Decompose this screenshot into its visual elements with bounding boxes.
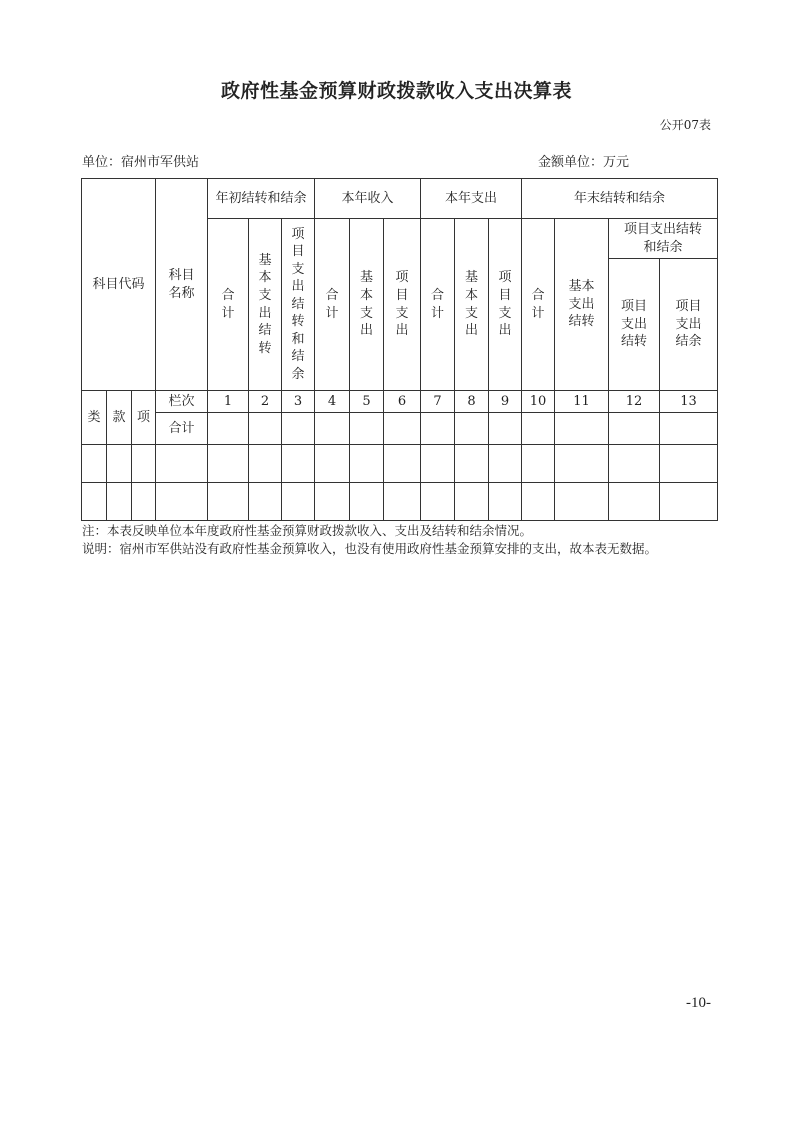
expense-total-header: 合计 [421,219,455,391]
column-number: 7 [421,391,455,413]
table-cell [132,483,156,521]
column-number: 11 [555,391,609,413]
closing-total-header: 合计 [522,219,555,391]
column-number: 13 [660,391,718,413]
table-cell [156,445,208,483]
table-cell [82,483,107,521]
expense-basic-header: 基本支出 [455,219,489,391]
table-cell [350,413,384,445]
column-number: 5 [350,391,384,413]
fund-budget-table [81,178,718,521]
table-cell [489,445,522,483]
table-cell [455,483,489,521]
table-cell [609,483,660,521]
expense-project-header: 项目支出 [489,219,522,391]
amount-unit-label: 金额单位：万元 [538,155,630,170]
table-row [82,483,718,521]
table-cell [350,483,384,521]
table-cell [315,413,350,445]
closing-balance-header: 年末结转和结余 [522,179,718,219]
item-header: 项 [132,391,156,445]
column-number: 9 [489,391,522,413]
table-cell [384,413,421,445]
column-number: 4 [315,391,350,413]
page-title: 政府性基金预算财政拨款收入支出决算表 [220,80,572,102]
table-cell [208,413,249,445]
table-cell [489,483,522,521]
table-cell [282,413,315,445]
column-no-label: 栏次 [156,391,208,413]
expense-header: 本年支出 [421,179,522,219]
table-cell [249,413,282,445]
table-cell [455,445,489,483]
income-header: 本年收入 [315,179,421,219]
project-carryover-header: 项目支出结转和结余 [609,219,718,259]
table-cell [315,445,350,483]
opening-basic-header: 基本支出结转 [249,219,282,391]
table-cell [384,445,421,483]
table-cell [107,483,132,521]
total-row-label: 合计 [156,413,208,445]
column-number: 10 [522,391,555,413]
opening-balance-header: 年初结转和结余 [208,179,315,219]
table-cell [107,445,132,483]
column-number: 3 [282,391,315,413]
table-cell [384,483,421,521]
table-cell [660,413,718,445]
column-number: 8 [455,391,489,413]
closing-basic-header: 基本支出结转 [555,219,609,391]
unit-label: 单位：宿州市军供站 [82,155,200,170]
table-cell [156,483,208,521]
page-number: -10- [686,995,711,1011]
table-cell [421,483,455,521]
table-cell [315,483,350,521]
table-cell [555,445,609,483]
income-basic-header: 基本支出 [350,219,384,391]
table-cell [522,413,555,445]
table-cell [555,413,609,445]
note-text: 注：本表反映单位本年度政府性基金预算财政拨款收入、支出及结转和结余情况。 [82,523,533,538]
table-cell [489,413,522,445]
table-cell [660,445,718,483]
opening-total-header: 合计 [208,219,249,391]
table-cell [609,445,660,483]
table-cell [249,445,282,483]
table-row [82,445,718,483]
table-cell [82,445,107,483]
table-cell [132,445,156,483]
income-total-header: 合计 [315,219,350,391]
table-cell [282,483,315,521]
table-cell [421,445,455,483]
form-code: 公开07表 [659,118,711,132]
table-cell [609,413,660,445]
column-number: 2 [249,391,282,413]
category-header: 类 [82,391,107,445]
table-cell [208,445,249,483]
table-cell [522,445,555,483]
income-project-header: 项目支出 [384,219,421,391]
table-cell [555,483,609,521]
subject-name-header: 科目名称 [156,179,208,391]
column-number: 12 [609,391,660,413]
section-header: 款 [107,391,132,445]
table-cell [350,445,384,483]
table-cell [421,413,455,445]
explanation-text: 说明：宿州市军供站没有政府性基金预算收入，也没有使用政府性基金预算安排的支出，故本表无数据。 [82,541,658,556]
column-number: 6 [384,391,421,413]
column-number-row [82,391,718,413]
table-cell [249,483,282,521]
table-cell [208,483,249,521]
table-cell [282,445,315,483]
closing-project-balance-header: 项目支出结余 [660,259,718,391]
header-row-1 [82,179,718,219]
table-cell [660,483,718,521]
subject-code-header: 科目代码 [82,179,156,391]
closing-project-carryover-header: 项目支出结转 [609,259,660,391]
table-cell [455,413,489,445]
opening-project-header: 项目支出结转和结余 [282,219,315,391]
total-row [82,413,718,445]
table-cell [522,483,555,521]
column-number: 1 [208,391,249,413]
